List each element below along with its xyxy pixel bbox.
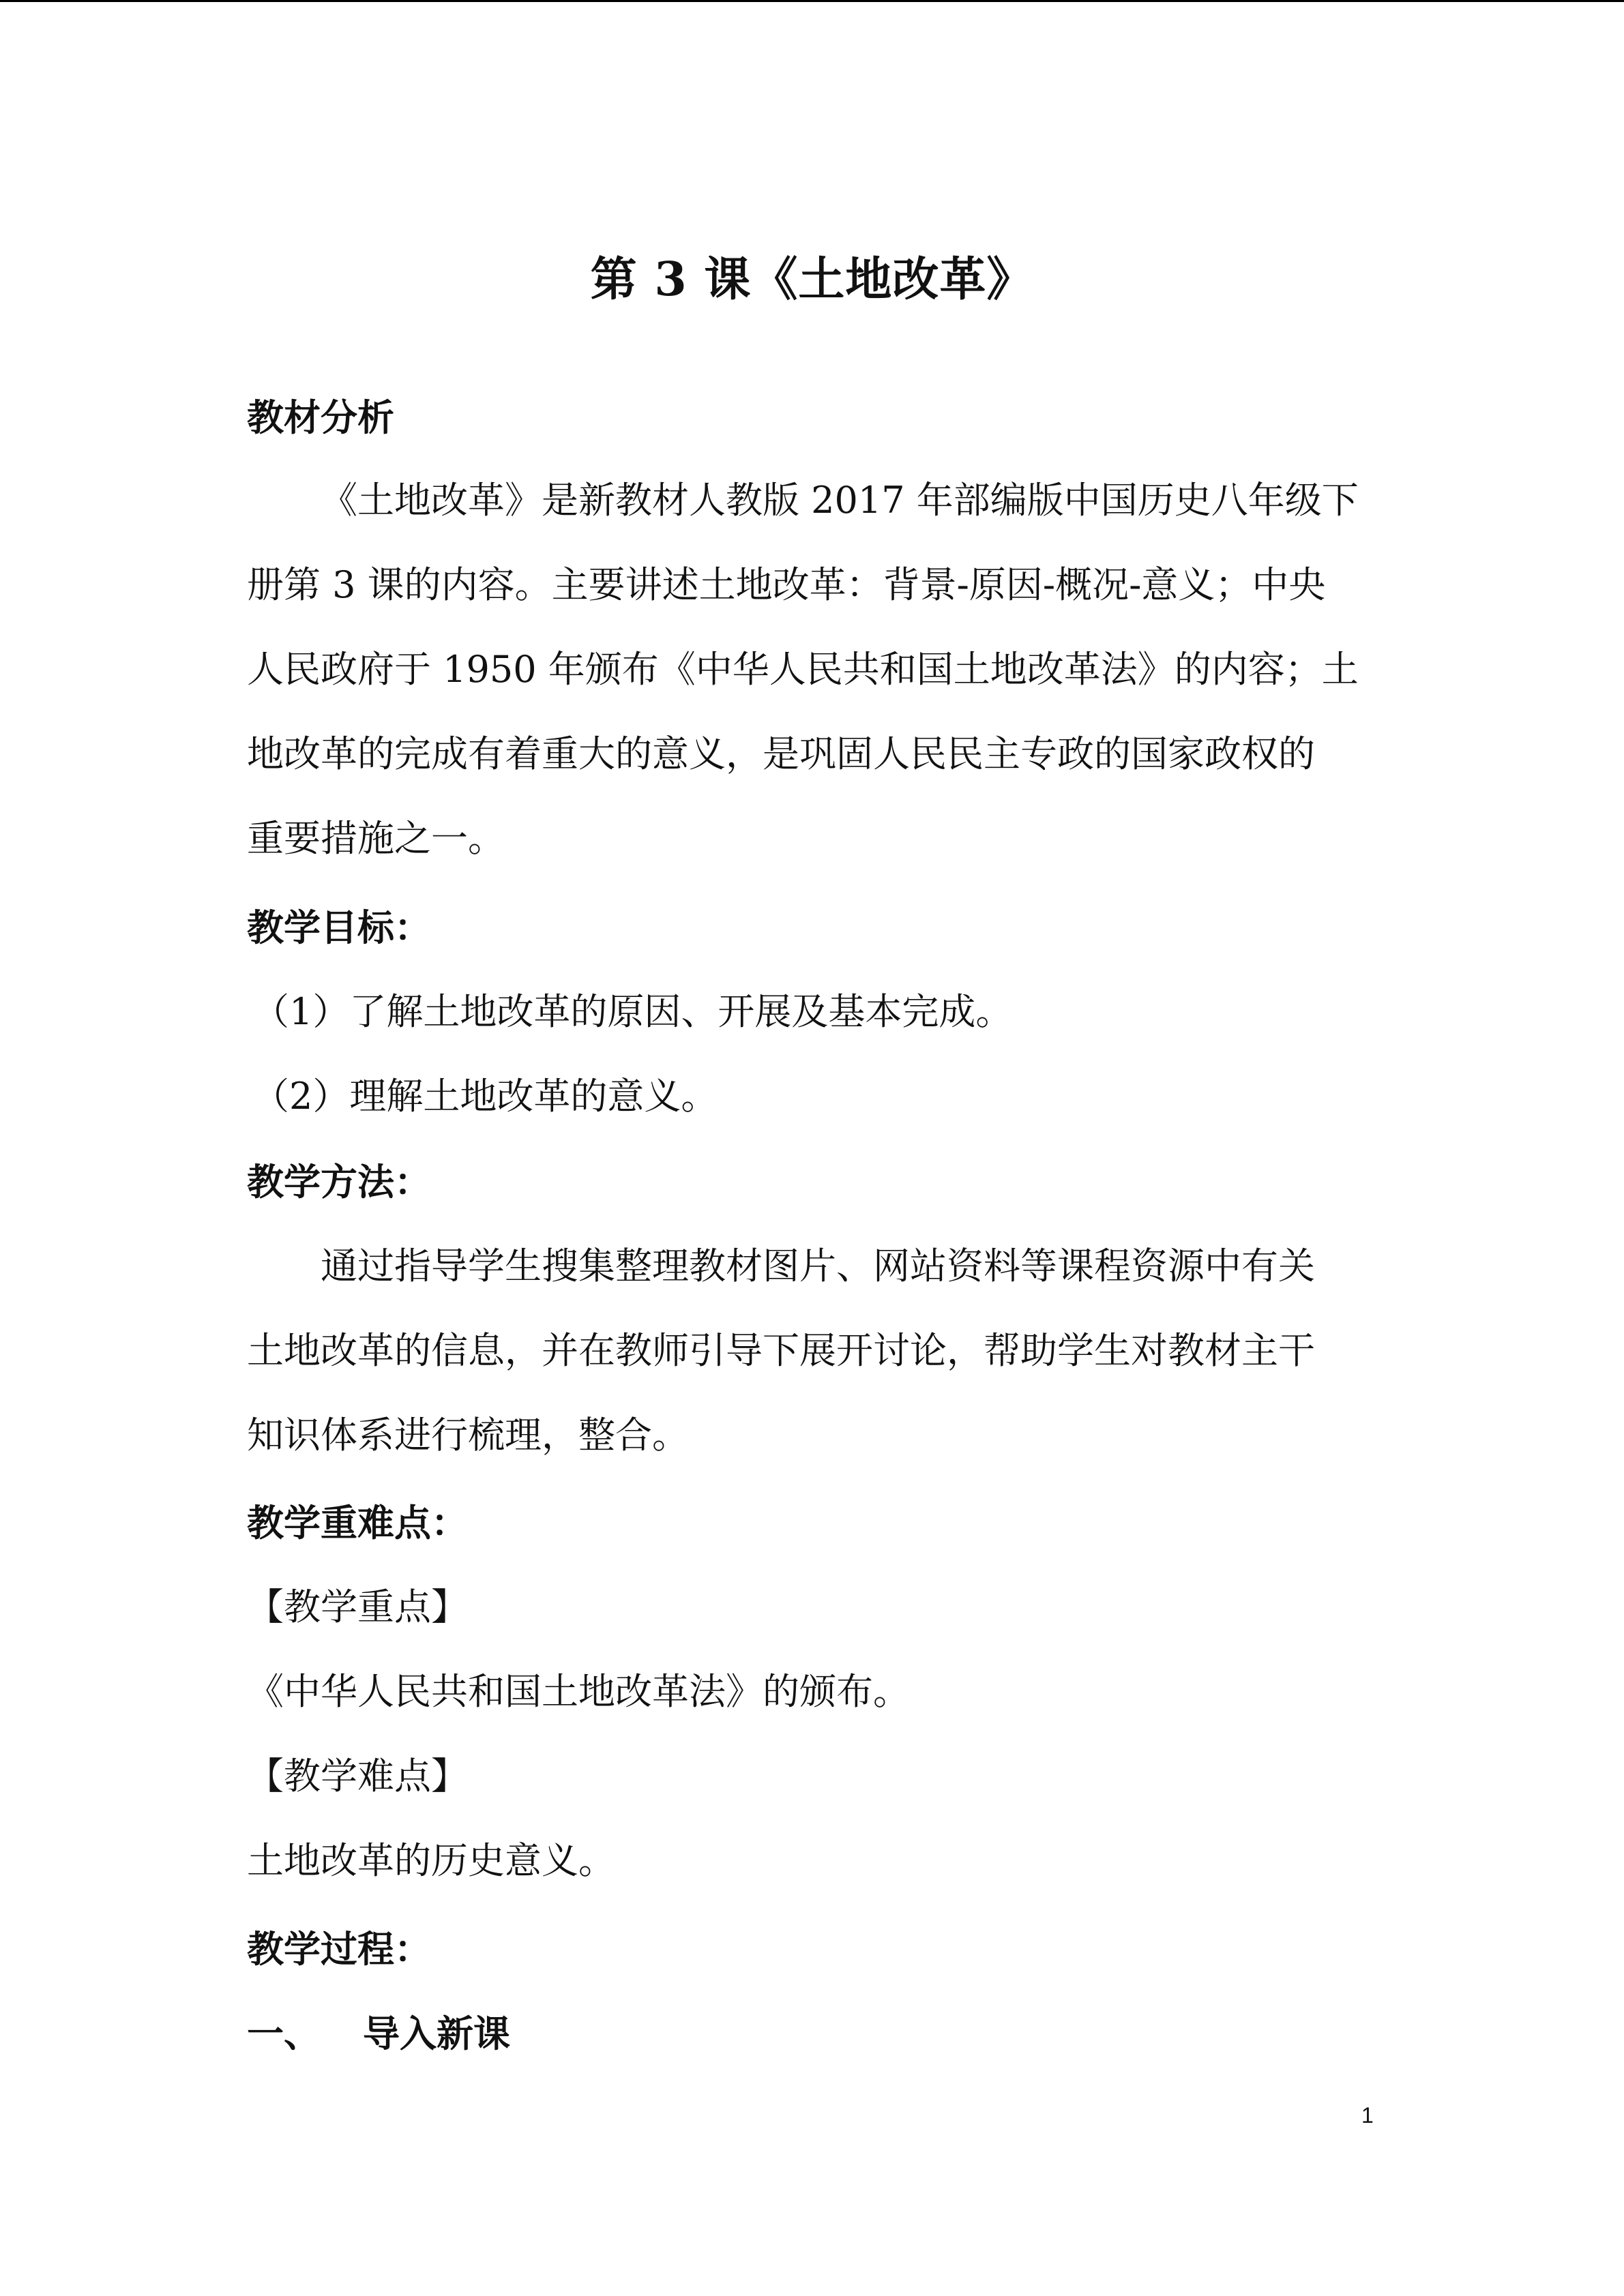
methods-paragraph-line: 通过指导学生搜集整理教材图片、网站资料等课程资源中有关 [321, 1244, 1315, 1287]
goals-heading: 教学目标： [247, 906, 431, 949]
analysis-heading: 教材分析 [247, 396, 394, 439]
analysis-paragraph-line: 人民政府于 1950 年颁布《中华人民共和国土地改革法》的内容；土 [247, 648, 1359, 691]
methods-paragraph-line: 知识体系进行梳理，整合。 [247, 1414, 689, 1457]
goal-item: （1）了解土地改革的原因、开展及基本完成。 [252, 990, 1013, 1033]
analysis-paragraph-line: 《土地改革》是新教材人教版 2017 年部编版中国历史八年级下 [321, 479, 1359, 522]
process-step-heading [247, 2006, 1379, 2061]
difficulty-label: 【教学难点】 [247, 1755, 468, 1798]
process-heading: 教学过程： [247, 1927, 431, 1971]
key-point-label: 【教学重点】 [247, 1585, 468, 1628]
analysis-paragraph-line: 册第 3 课的内容。主要讲述土地改革：背景-原因-概况-意义；中央 [247, 563, 1326, 606]
document-title: 第 3 课《土地改革》 [590, 252, 1034, 307]
process-step-title: 导入新课 [363, 2012, 510, 2055]
analysis-paragraph-line: 地改革的完成有着重大的意义，是巩固人民民主专政的国家政权的 [247, 732, 1315, 775]
page-number: 1 [1361, 2103, 1374, 2128]
key-points-heading: 教学重难点： [247, 1501, 468, 1545]
analysis-paragraph-line: 重要措施之一。 [247, 817, 505, 860]
difficulty-text: 土地改革的历史意义。 [247, 1839, 615, 1882]
goal-item: （2）理解土地改革的意义。 [252, 1075, 718, 1118]
process-step-number: 一、 [247, 2012, 321, 2055]
key-point-text: 《中华人民共和国土地改革法》的颁布。 [247, 1670, 910, 1713]
methods-heading: 教学方法： [247, 1160, 431, 1204]
methods-paragraph-line: 土地改革的信息，并在教师引导下展开讨论，帮助学生对教材主干 [247, 1329, 1315, 1372]
